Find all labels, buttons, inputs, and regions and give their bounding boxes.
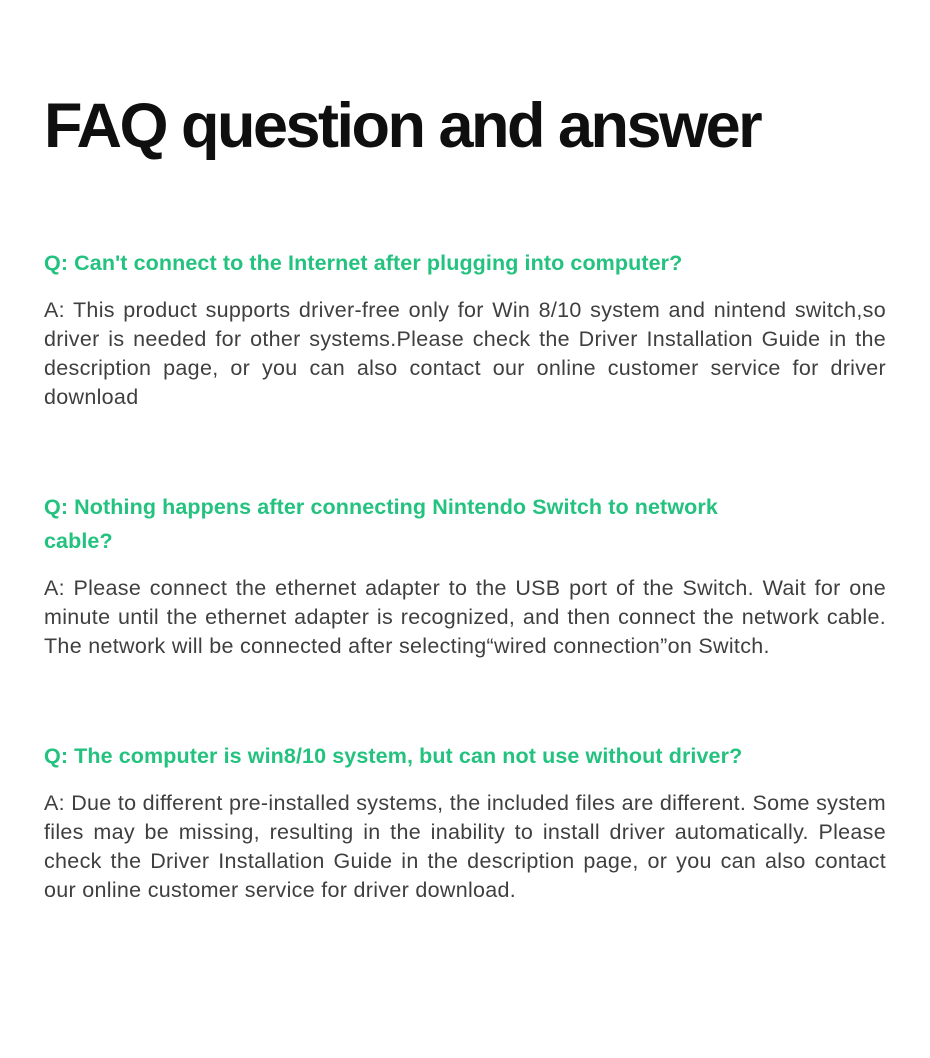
- faq-answer-1: A: This product supports driver-free only for Win 8/10 system and nintend switch,so driver is needed for other systems.Please check the Driver Installation Guide in the description page, or you can also contact our online customer service for driver download: [44, 298, 886, 409]
- faq-question-3: Q: The computer is win8/10 system, but can not use without driver?: [44, 744, 743, 768]
- faq-item-2: [44, 490, 886, 661]
- page-title: FAQ question and answer: [44, 91, 761, 161]
- faq-item-3: [44, 739, 886, 905]
- faq-answer-3: A: Due to different pre-installed systems, the included files are different. Some system files may be missing, resulting in the inability to install driver automatically. Please check the Driver Installation Guide in the description page, or you can also contact our online customer service for driver download.: [44, 791, 886, 902]
- faq-item-1: [44, 246, 886, 412]
- faq-answer-2: A: Please connect the ethernet adapter to the USB port of the Switch. Wait for one minute until the ethernet adapter is recognized, and then connect the network cable. The network will be connected after selecting“wired connection”on Switch.: [44, 576, 886, 658]
- faq-question-1: Q: Can't connect to the Internet after plugging into computer?: [44, 251, 683, 275]
- faq-question-2: Q: Nothing happens after connecting Nintendo Switch to network cable?: [44, 495, 718, 553]
